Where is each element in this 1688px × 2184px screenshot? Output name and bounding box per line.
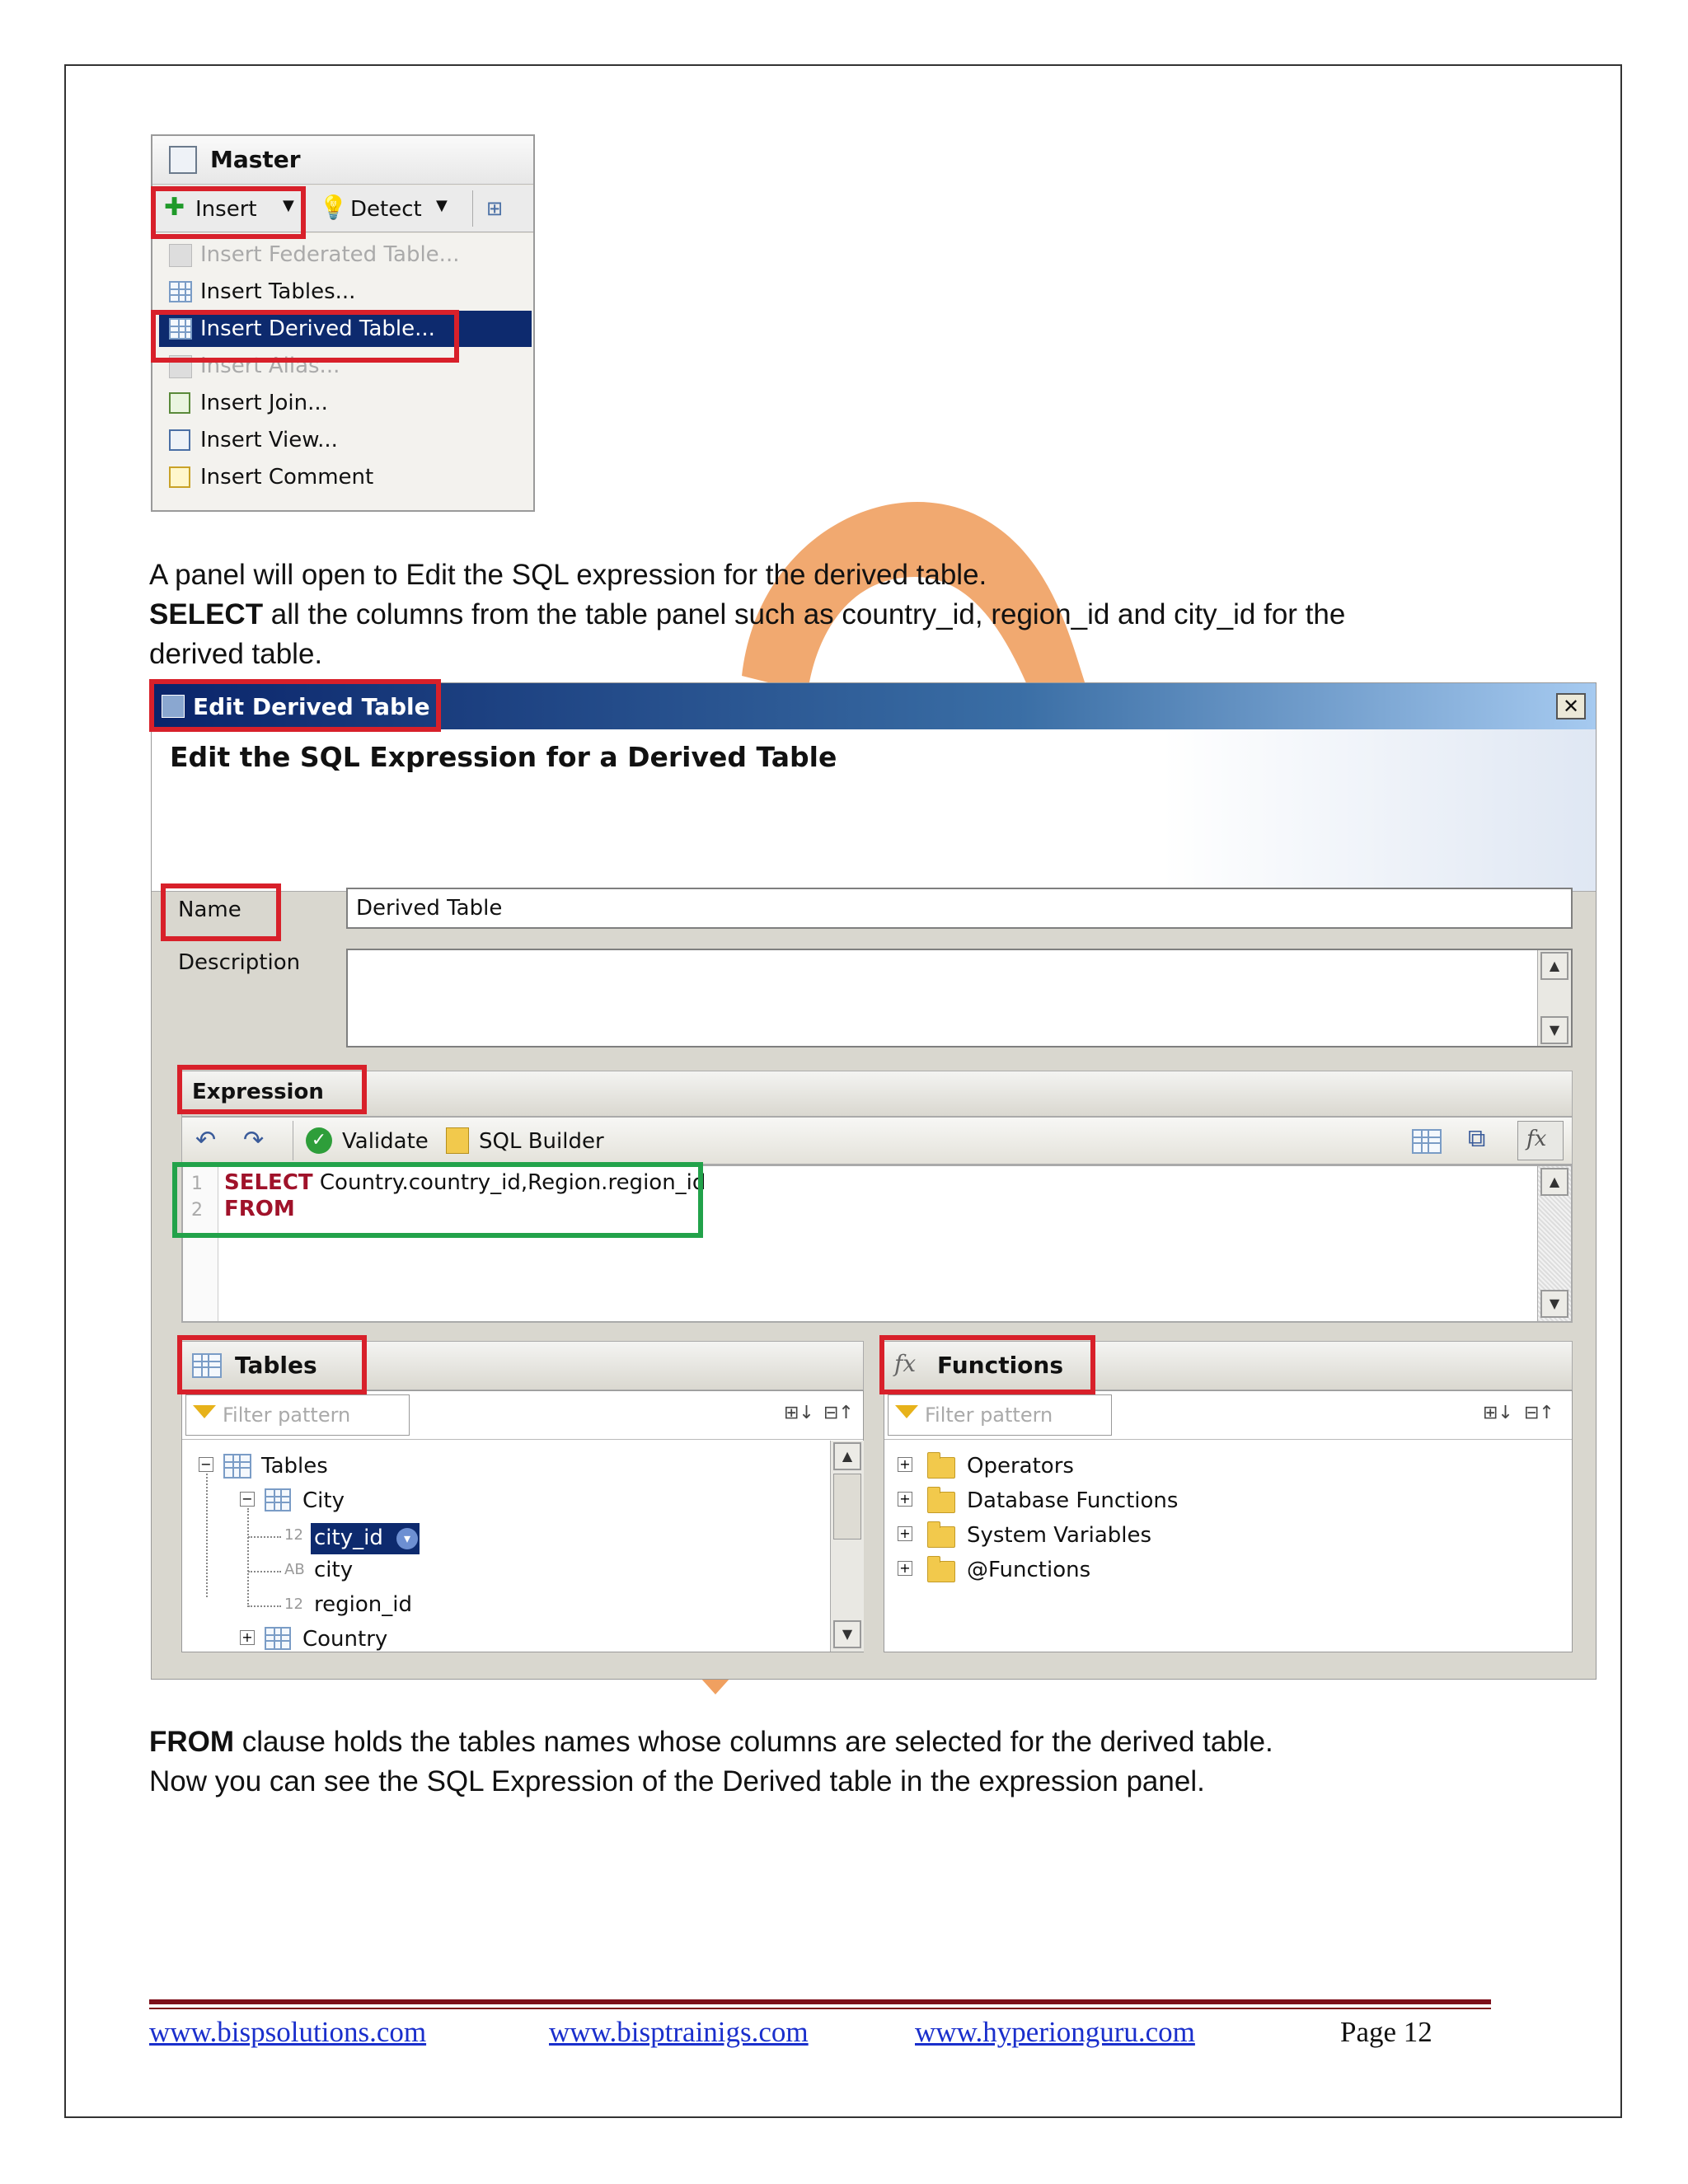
highlight-insert bbox=[151, 186, 306, 239]
description-label: Description bbox=[178, 950, 301, 975]
comment-icon bbox=[169, 466, 190, 488]
tables-panel-title: Tables bbox=[235, 1352, 317, 1379]
divider bbox=[884, 1439, 1572, 1440]
redo-icon[interactable]: ↷ bbox=[243, 1126, 265, 1155]
menu-item-label: Insert Alias... bbox=[200, 354, 340, 378]
name-label: Name bbox=[178, 898, 241, 922]
intro-line-2-text: all the columns from the table panel such as country_id, region_id and city_id for the bbox=[263, 598, 1346, 630]
expression-label: Expression bbox=[192, 1080, 324, 1104]
master-title-bar bbox=[152, 136, 533, 185]
tree-node-system-variables[interactable]: System Variables bbox=[967, 1523, 1152, 1548]
tree-node-country[interactable]: Country bbox=[302, 1627, 388, 1652]
highlight-tables bbox=[177, 1335, 367, 1394]
folder-icon bbox=[927, 1457, 955, 1479]
footer-link-hyperionguru[interactable]: www.hyperionguru.com bbox=[915, 2016, 1195, 2048]
menu-item-label: Insert Comment bbox=[200, 465, 374, 490]
menu-item-insert-view[interactable] bbox=[159, 422, 532, 458]
layout-button[interactable] bbox=[472, 190, 523, 227]
layout-icon: ⊞ bbox=[486, 197, 504, 220]
explanation-paragraph bbox=[149, 1722, 1550, 1802]
intro-paragraph bbox=[149, 555, 1550, 674]
view-icon bbox=[169, 429, 190, 451]
highlight-name bbox=[161, 883, 281, 941]
check-icon: ✓ bbox=[306, 1127, 332, 1154]
expand-toggle[interactable]: + bbox=[898, 1492, 912, 1507]
close-button[interactable]: ✕ bbox=[1556, 693, 1586, 719]
highlight-functions bbox=[879, 1335, 1095, 1394]
detect-dropdown-button[interactable] bbox=[314, 190, 459, 227]
intro-line-3: derived table. bbox=[149, 638, 323, 670]
expand-all-icon[interactable]: ⊞↓ bbox=[784, 1403, 814, 1423]
functions-filter-input[interactable] bbox=[888, 1394, 1112, 1436]
tree-connector bbox=[248, 1536, 281, 1538]
explanation-line-1 bbox=[149, 1722, 1550, 1762]
grid-view-icon[interactable] bbox=[1412, 1129, 1442, 1154]
functions-panel bbox=[884, 1390, 1573, 1652]
column-type-icon: 12 bbox=[284, 1526, 303, 1544]
dialog-title: Edit Derived Table bbox=[193, 693, 430, 720]
lightbulb-icon: 💡 bbox=[319, 194, 348, 221]
tables-filter-input[interactable] bbox=[185, 1394, 410, 1436]
menu-item-insert-tables[interactable] bbox=[159, 274, 532, 310]
expand-toggle[interactable]: + bbox=[240, 1630, 255, 1645]
select-keyword: SELECT bbox=[149, 598, 264, 630]
scroll-down-button[interactable]: ▼ bbox=[1540, 1016, 1568, 1044]
tree-connector bbox=[248, 1605, 281, 1607]
footer-rule-thin bbox=[149, 2008, 1491, 2009]
tables-panel bbox=[181, 1390, 864, 1652]
intro-line-2 bbox=[149, 595, 1550, 635]
dialog-heading: Edit the SQL Expression for a Derived Table bbox=[170, 741, 837, 773]
scroll-down-button[interactable]: ▼ bbox=[833, 1620, 861, 1648]
tree-node-tables[interactable]: Tables bbox=[261, 1454, 328, 1479]
tree-node-region-id[interactable]: region_id bbox=[314, 1592, 412, 1617]
expression-header bbox=[181, 1071, 1573, 1117]
expression-toolbar bbox=[181, 1117, 1573, 1165]
scroll-down-button[interactable]: ▼ bbox=[1540, 1290, 1568, 1318]
tree-connector bbox=[206, 1474, 208, 1597]
tree-node-city[interactable]: City bbox=[302, 1488, 345, 1513]
tree-node-city-column[interactable]: city bbox=[314, 1558, 354, 1582]
tree-connector bbox=[247, 1508, 249, 1607]
master-title: Master bbox=[210, 146, 301, 173]
tree-node-at-functions[interactable]: @Functions bbox=[967, 1558, 1091, 1582]
folder-icon bbox=[927, 1561, 955, 1582]
menu-item-insert-federated-table[interactable] bbox=[159, 237, 532, 273]
sql-editor-scrollbar[interactable] bbox=[1537, 1166, 1571, 1321]
table-icon bbox=[223, 1454, 251, 1479]
menu-item-insert-join[interactable] bbox=[159, 385, 532, 421]
highlight-dialog-title bbox=[149, 679, 441, 732]
menu-item-label: Insert Join... bbox=[200, 391, 328, 415]
sql-keyword: SELECT bbox=[224, 1170, 313, 1195]
menu-item-label: Insert View... bbox=[200, 428, 338, 452]
description-scrollbar[interactable] bbox=[1537, 950, 1571, 1046]
intro-line-1: A panel will open to Edit the SQL expression for the derived table. bbox=[149, 559, 987, 591]
filter-placeholder: Filter pattern bbox=[925, 1404, 1053, 1427]
validate-label: Validate bbox=[342, 1129, 429, 1154]
page-number: Page 12 bbox=[1340, 2016, 1432, 2048]
plus-icon: ✚ bbox=[164, 193, 185, 222]
tree-node-city-id[interactable]: city_id bbox=[311, 1523, 420, 1554]
scroll-up-button[interactable]: ▲ bbox=[833, 1442, 861, 1470]
sql-builder-button[interactable] bbox=[446, 1124, 611, 1157]
expand-toggle[interactable]: + bbox=[898, 1457, 912, 1472]
dialog-header bbox=[152, 729, 1596, 892]
expand-toggle[interactable]: + bbox=[898, 1561, 912, 1576]
column-type-icon: AB bbox=[284, 1561, 305, 1578]
validate-button[interactable] bbox=[306, 1124, 429, 1157]
footer-link-bisptrainigs[interactable]: www.bisptrainigs.com bbox=[549, 2016, 809, 2048]
copy-icon[interactable]: ⧉ bbox=[1468, 1124, 1486, 1153]
expand-all-icon[interactable]: ⊞↓ bbox=[1483, 1403, 1513, 1423]
expand-toggle[interactable]: + bbox=[898, 1526, 912, 1541]
federated-table-icon bbox=[169, 244, 192, 267]
highlight-expression bbox=[177, 1065, 367, 1114]
tree-node-database-functions[interactable]: Database Functions bbox=[967, 1488, 1179, 1513]
highlight-sql-expression bbox=[172, 1162, 703, 1238]
menu-item-label: Insert Tables... bbox=[200, 279, 356, 304]
sql-text: Country.country_id,Region.region_id bbox=[312, 1170, 706, 1195]
tables-scrollbar[interactable] bbox=[830, 1441, 864, 1652]
scroll-thumb[interactable] bbox=[833, 1474, 861, 1540]
line-number: 1 bbox=[191, 1174, 203, 1194]
menu-item-insert-comment[interactable] bbox=[159, 459, 532, 495]
explanation-line-1-text: clause holds the tables names whose columns are selected for the derived table. bbox=[234, 1726, 1273, 1758]
folder-icon bbox=[927, 1492, 955, 1513]
menu-item-label: Insert Federated Table... bbox=[200, 242, 460, 267]
tree-connector bbox=[248, 1571, 281, 1572]
undo-icon[interactable]: ↶ bbox=[195, 1126, 217, 1155]
table-icon bbox=[265, 1627, 291, 1650]
chevron-down-icon: ▼ bbox=[436, 197, 448, 214]
name-field[interactable] bbox=[346, 888, 1573, 929]
functions-panel-title: Functions bbox=[937, 1352, 1064, 1379]
sql-builder-label: SQL Builder bbox=[479, 1129, 604, 1154]
folder-icon bbox=[927, 1526, 955, 1548]
fx-icon: fx bbox=[1526, 1127, 1547, 1151]
footer-link-bispsolutions[interactable]: www.bispsolutions.com bbox=[149, 2016, 427, 2048]
explanation-line-2: Now you can see the SQL Expression of the Derived table in the expression panel. bbox=[149, 1765, 1205, 1797]
name-value: Derived Table bbox=[356, 896, 503, 921]
scroll-up-button[interactable]: ▲ bbox=[1540, 1168, 1568, 1196]
insert-label: Insert bbox=[195, 197, 257, 222]
highlight-insert-derived-table bbox=[151, 310, 459, 363]
master-icon bbox=[169, 146, 197, 174]
table-icon bbox=[265, 1488, 291, 1511]
divider bbox=[182, 1439, 863, 1440]
sql-builder-icon bbox=[446, 1127, 469, 1154]
filter-icon bbox=[193, 1405, 216, 1418]
collapse-all-icon[interactable]: ⊟↑ bbox=[823, 1403, 854, 1423]
filter-placeholder: Filter pattern bbox=[223, 1404, 351, 1427]
insert-menu bbox=[152, 233, 533, 510]
table-icon bbox=[169, 281, 192, 302]
footer-rule bbox=[149, 1999, 1491, 2004]
collapse-all-icon[interactable]: ⊟↑ bbox=[1524, 1403, 1554, 1423]
scroll-up-button[interactable]: ▲ bbox=[1540, 952, 1568, 980]
from-keyword: FROM bbox=[149, 1726, 235, 1758]
tree-node-operators[interactable]: Operators bbox=[967, 1454, 1074, 1479]
fx-toggle-button[interactable] bbox=[1517, 1121, 1564, 1160]
fx-icon: fx bbox=[894, 1350, 917, 1377]
join-icon bbox=[169, 392, 190, 414]
detect-label: Detect bbox=[350, 197, 422, 222]
description-field[interactable] bbox=[346, 949, 1573, 1047]
collapse-toggle[interactable]: − bbox=[240, 1492, 255, 1507]
collapse-toggle[interactable]: − bbox=[199, 1457, 213, 1472]
sql-keyword: FROM bbox=[224, 1197, 295, 1221]
filter-icon bbox=[895, 1405, 918, 1418]
menu-item-label: Insert Derived Table... bbox=[200, 316, 435, 341]
chevron-down-icon[interactable]: ▾ bbox=[396, 1528, 418, 1549]
chevron-down-icon: ▼ bbox=[283, 197, 294, 214]
column-type-icon: 12 bbox=[284, 1596, 303, 1613]
line-number: 2 bbox=[191, 1200, 203, 1221]
